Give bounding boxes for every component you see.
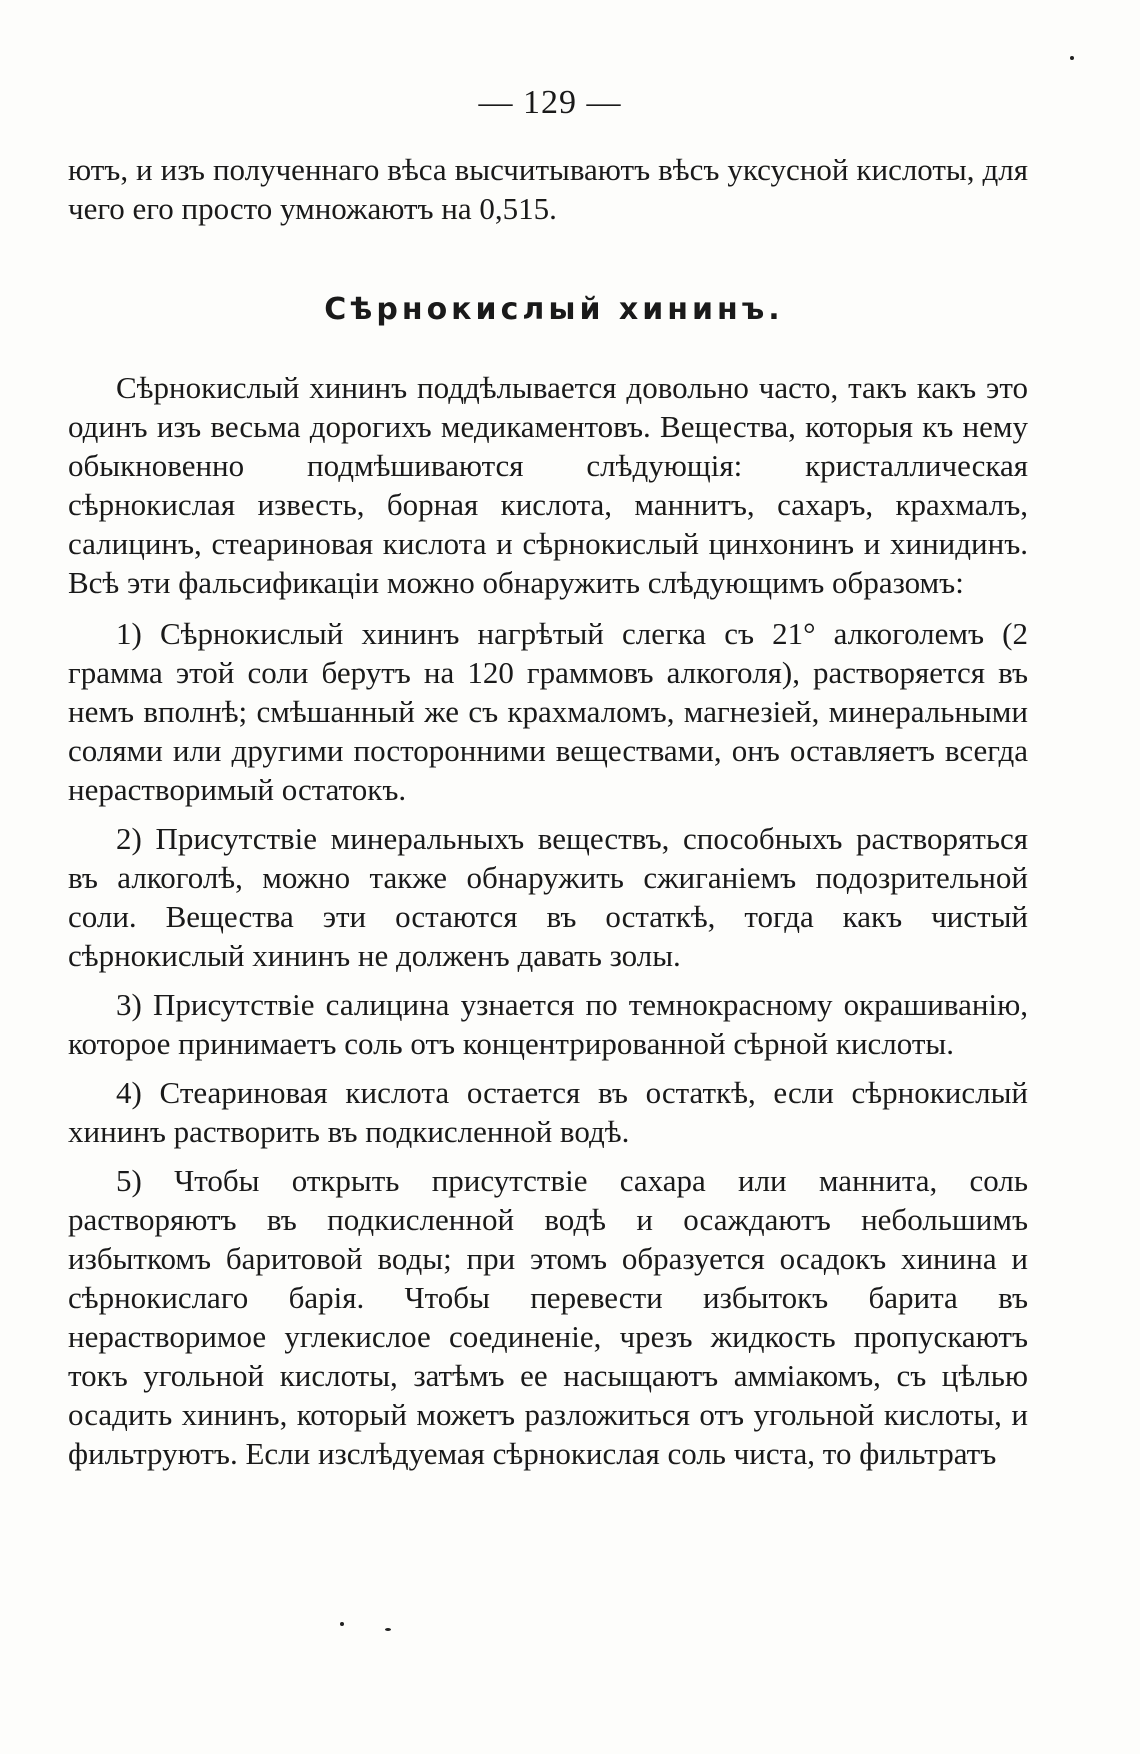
print-speck [385, 1628, 391, 1631]
print-speck [1070, 56, 1074, 60]
paragraph-test-3: 3) Присутствіе салицина узнается по темнокрасному окрашиванію, которое принимаетъ соль отъ концентрированной сѣрной кислоты. [68, 987, 1028, 1061]
paragraph-test-2: 2) Присутствіе минеральныхъ веществъ, способныхъ растворяться въ алкоголѣ, можно также обнаружить сжиганіемъ подозрительной соли. Вещества эти остаются въ остаткѣ, тогда какъ чистый сѣрнокислый хининъ не долженъ давать золы. [68, 821, 1028, 973]
intro-paragraph: ютъ, и изъ полученнаго вѣса высчитываютъ вѣсъ уксусной кислоты, для чего его просто умножаютъ на 0,515. [68, 152, 1028, 226]
paragraph-test-5: 5) Чтобы открыть присутствіе сахара или маннита, соль растворяютъ въ подкисленной водѣ и осаждаютъ небольшимъ избыткомъ баритовой воды; при этомъ образуется осадокъ хинина и сѣрнокислаго барія. Чтобы перевести избытокъ барита въ нерастворимое углекислое соединеніе, чрезъ жидкость пропускаютъ токъ угольной кислоты, затѣмъ ее насыщаютъ амміакомъ, съ цѣлью осадить хининъ, который можетъ разложиться отъ угольной кислоты, и фильтруютъ. Если изслѣдуемая сѣрнокислая соль чиста, то фильтратъ [68, 1163, 1028, 1471]
paragraph-overview: Сѣрнокислый хининъ поддѣлывается довольно часто, такъ какъ это одинъ изъ весьма дорогихъ медикаментовъ. Вещества, которыя къ нему обыкновенно подмѣшиваются слѣдующія: кристаллическая сѣрнокислая известь, борная кислота, маннитъ, сахаръ, крахмалъ, салицинъ, стеариновая кислота и сѣрнокислый цинхонинъ и хинидинъ. Всѣ эти фальсификаціи можно обнаружить слѣдующимъ образомъ: [68, 370, 1028, 600]
section-body [68, 368, 1028, 1483]
page-number: — 129 — [478, 84, 622, 121]
section-heading: Сѣрнокислый хининъ. [324, 292, 784, 327]
paragraph-test-4: 4) Стеариновая кислота остается въ остаткѣ, если сѣрнокислый хининъ растворить въ подкисленной водѣ. [68, 1075, 1028, 1149]
print-speck [340, 1622, 344, 1626]
paragraph-test-1: 1) Сѣрнокислый хининъ нагрѣтый слегка съ 21° алкоголемъ (2 грамма этой соли берутъ на 120 граммовъ алкоголя), растворяется въ немъ вполнѣ; смѣшанный же съ крахмаломъ, магнезіей, минеральными солями или другими посторонними веществами, онъ оставляетъ всегда нерастворимый остатокъ. [68, 616, 1028, 807]
